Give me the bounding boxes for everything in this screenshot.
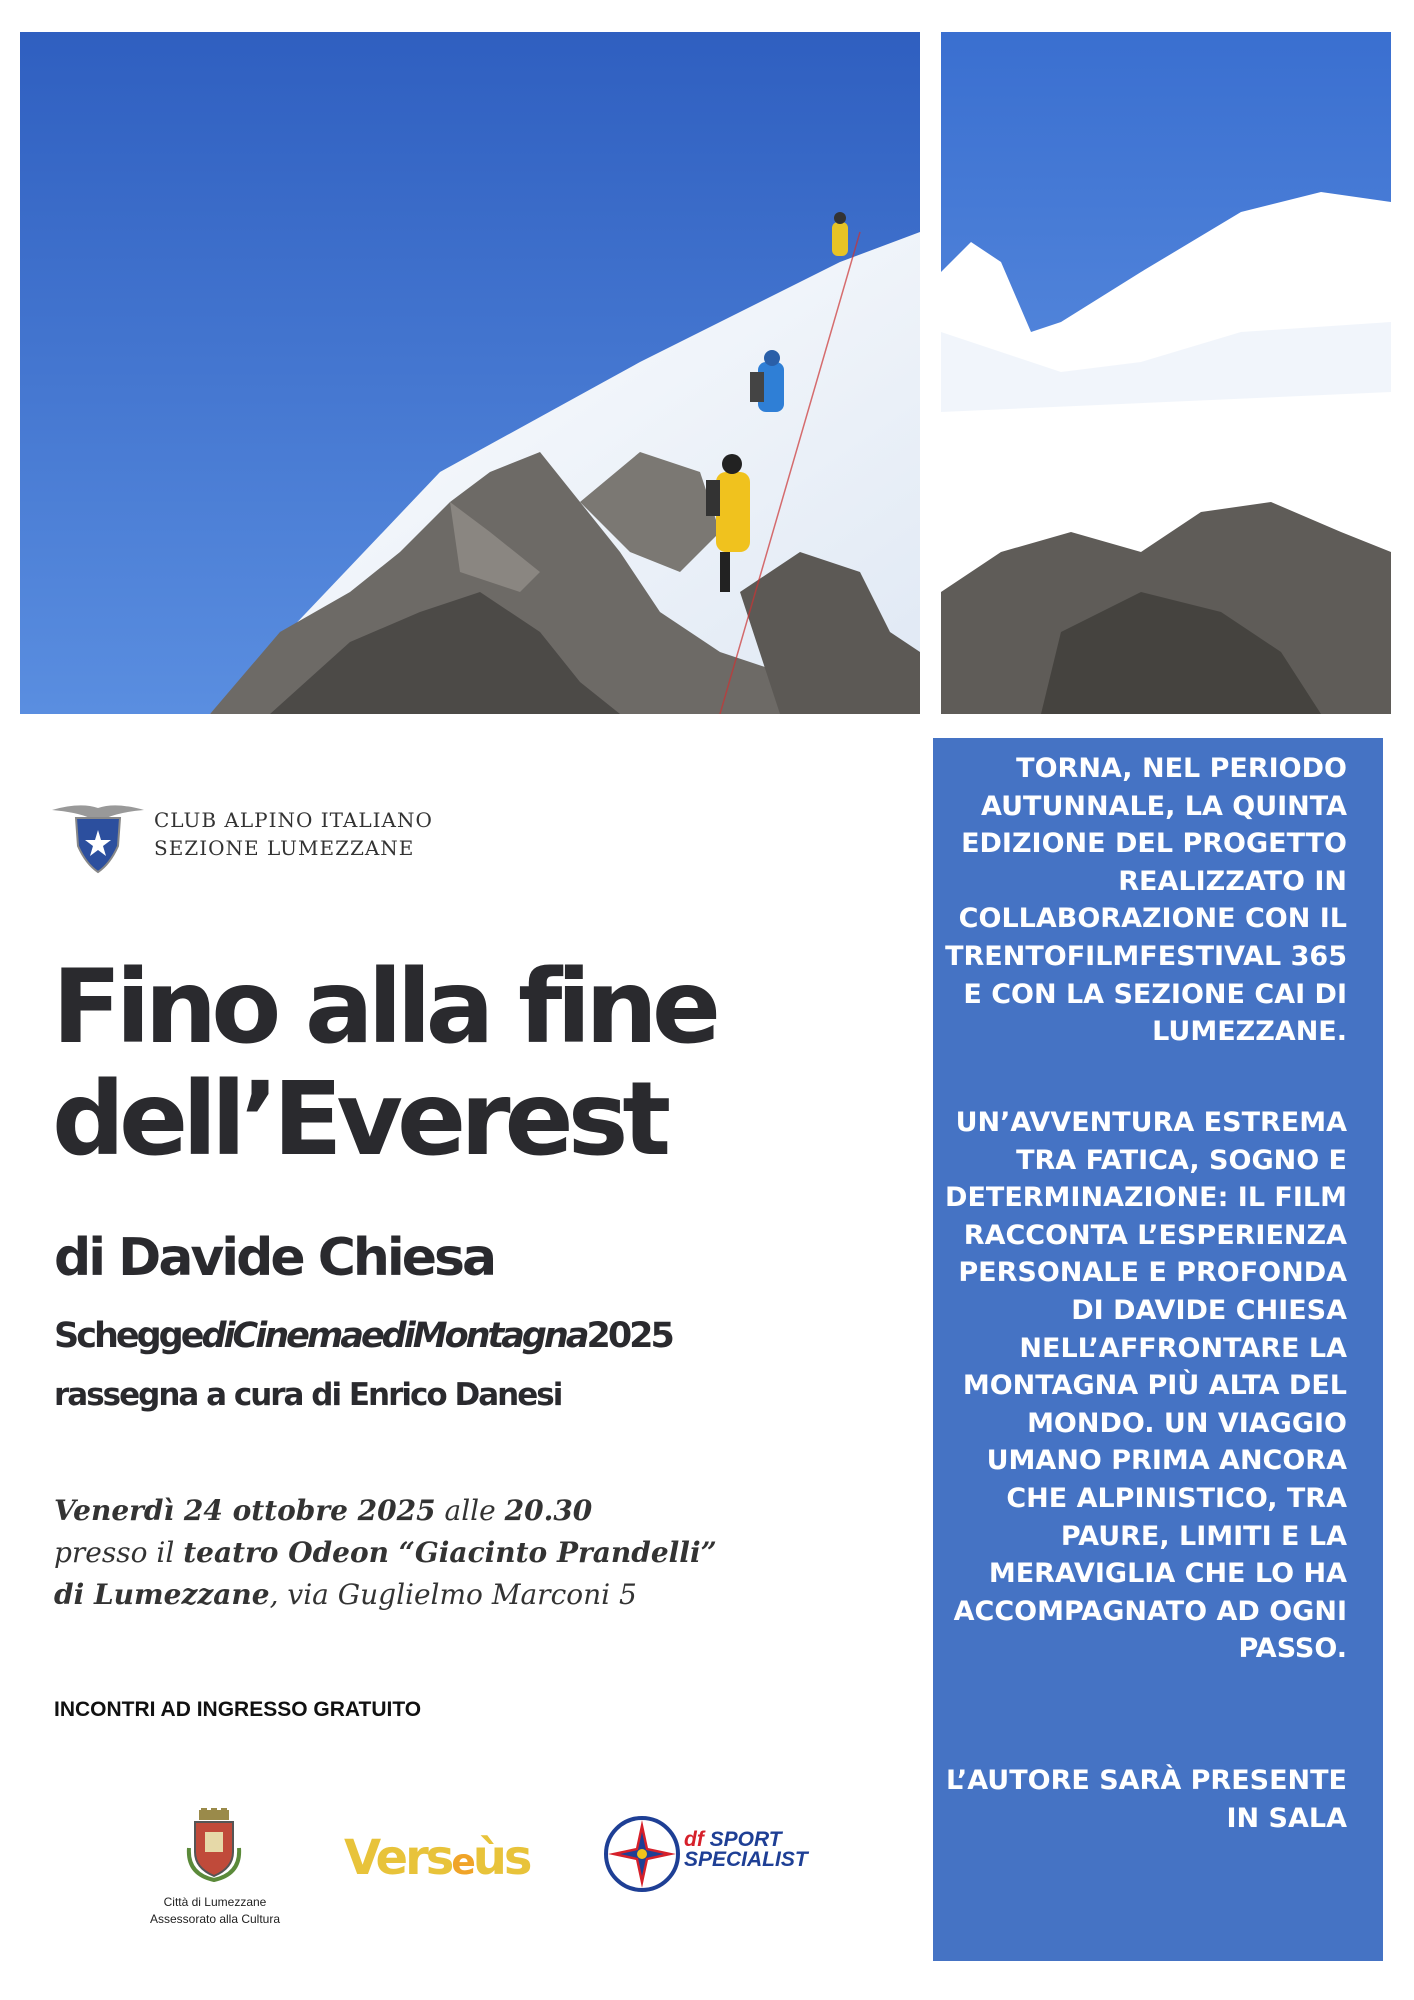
description-paragraph-2: UN’AVVENTURA ESTREMA TRA FATICA, SOGNO E DETERMINAZIONE: IL FILM RACCONTA L’ESPERIENZA PERSONALE E PROFONDA DI DAVIDE CHIESA NELL’AFFRONTARE LA MONTAGNA PIÙ ALTA DEL MONDO. UN VIAGGIO UMANO PRIMA ANCORA CHE ALPINISTICO, TRA PAURE, LIMITI E LA MERAVIGLIA CHE LO HA ACCOMPAGNATO AD OGNI PASSO.: [945, 1107, 1347, 1665]
description-paragraph-1: TORNA, NEL PERIODO AUTUNNALE, LA QUINTA EDIZIONE DEL PROGETTO REALIZZATO IN COLLABORAZIONE CON IL TRENTOFILMFESTIVAL 365 E CON LA SEZIONE CAI DI LUMEZZANE.: [945, 753, 1347, 1048]
title-line1: Fino alla fine: [52, 948, 716, 1067]
title-line2: dell’Everest: [52, 1060, 666, 1179]
free-entry-notice: INCONTRI AD INGRESSO GRATUITO: [54, 1698, 422, 1721]
climber: [832, 212, 848, 256]
compass-star-icon: [602, 1814, 682, 1894]
verseus-logo: [344, 1830, 530, 1886]
city-caption-line1: Città di Lumezzane: [163, 1895, 267, 1909]
city-caption: [110, 1894, 320, 1928]
event-venue: teatro Odeon “Giacinto Prandelli”: [183, 1536, 717, 1569]
photo-climbers-ridge: [20, 32, 920, 714]
event-at: alle: [444, 1494, 496, 1527]
sport-df: df: [684, 1828, 704, 1851]
sport-line2: SPECIALIST: [684, 1848, 808, 1871]
verseus-part-c: ùs: [472, 1830, 530, 1886]
event-presso: presso il: [54, 1536, 175, 1569]
series-name: [54, 1316, 672, 1356]
sport-line1: SPORT: [709, 1828, 782, 1851]
organization-line2: SEZIONE LUMEZZANE: [154, 836, 415, 860]
film-author: di Davide Chiesa: [54, 1228, 495, 1288]
description-paragraph-3: L’AUTORE SARÀ PRESENTE IN SALA: [945, 1765, 1347, 1834]
event-date: Venerdì 24 ottobre 2025: [54, 1494, 436, 1527]
event-time: 20.30: [504, 1494, 593, 1527]
city-crest-icon: [185, 1808, 243, 1882]
organization-line1: CLUB ALPINO ITALIANO: [154, 808, 433, 832]
verseus-part-b: e: [451, 1842, 473, 1883]
curator: rassegna a cura di Enrico Danesi: [54, 1377, 562, 1413]
cai-logo: [50, 798, 146, 876]
event-address: , via Guglielmo Marconi 5: [269, 1578, 637, 1611]
series-part1: Schegge: [54, 1316, 202, 1356]
sport-specialist-logo: [684, 1830, 808, 1870]
verseus-part-a: Vers: [344, 1830, 452, 1886]
description-panel: [933, 738, 1383, 1961]
series-part3: 2025: [586, 1316, 672, 1356]
series-part2: diCinemaediMontagna: [201, 1316, 587, 1356]
film-title: [52, 948, 912, 1179]
event-city: di Lumezzane: [54, 1578, 270, 1611]
event-details: [54, 1490, 717, 1616]
organization-name: [154, 806, 433, 862]
city-caption-line2: Assessorato alla Cultura: [149, 1912, 281, 1926]
photo-snow-cornice: [941, 32, 1391, 714]
